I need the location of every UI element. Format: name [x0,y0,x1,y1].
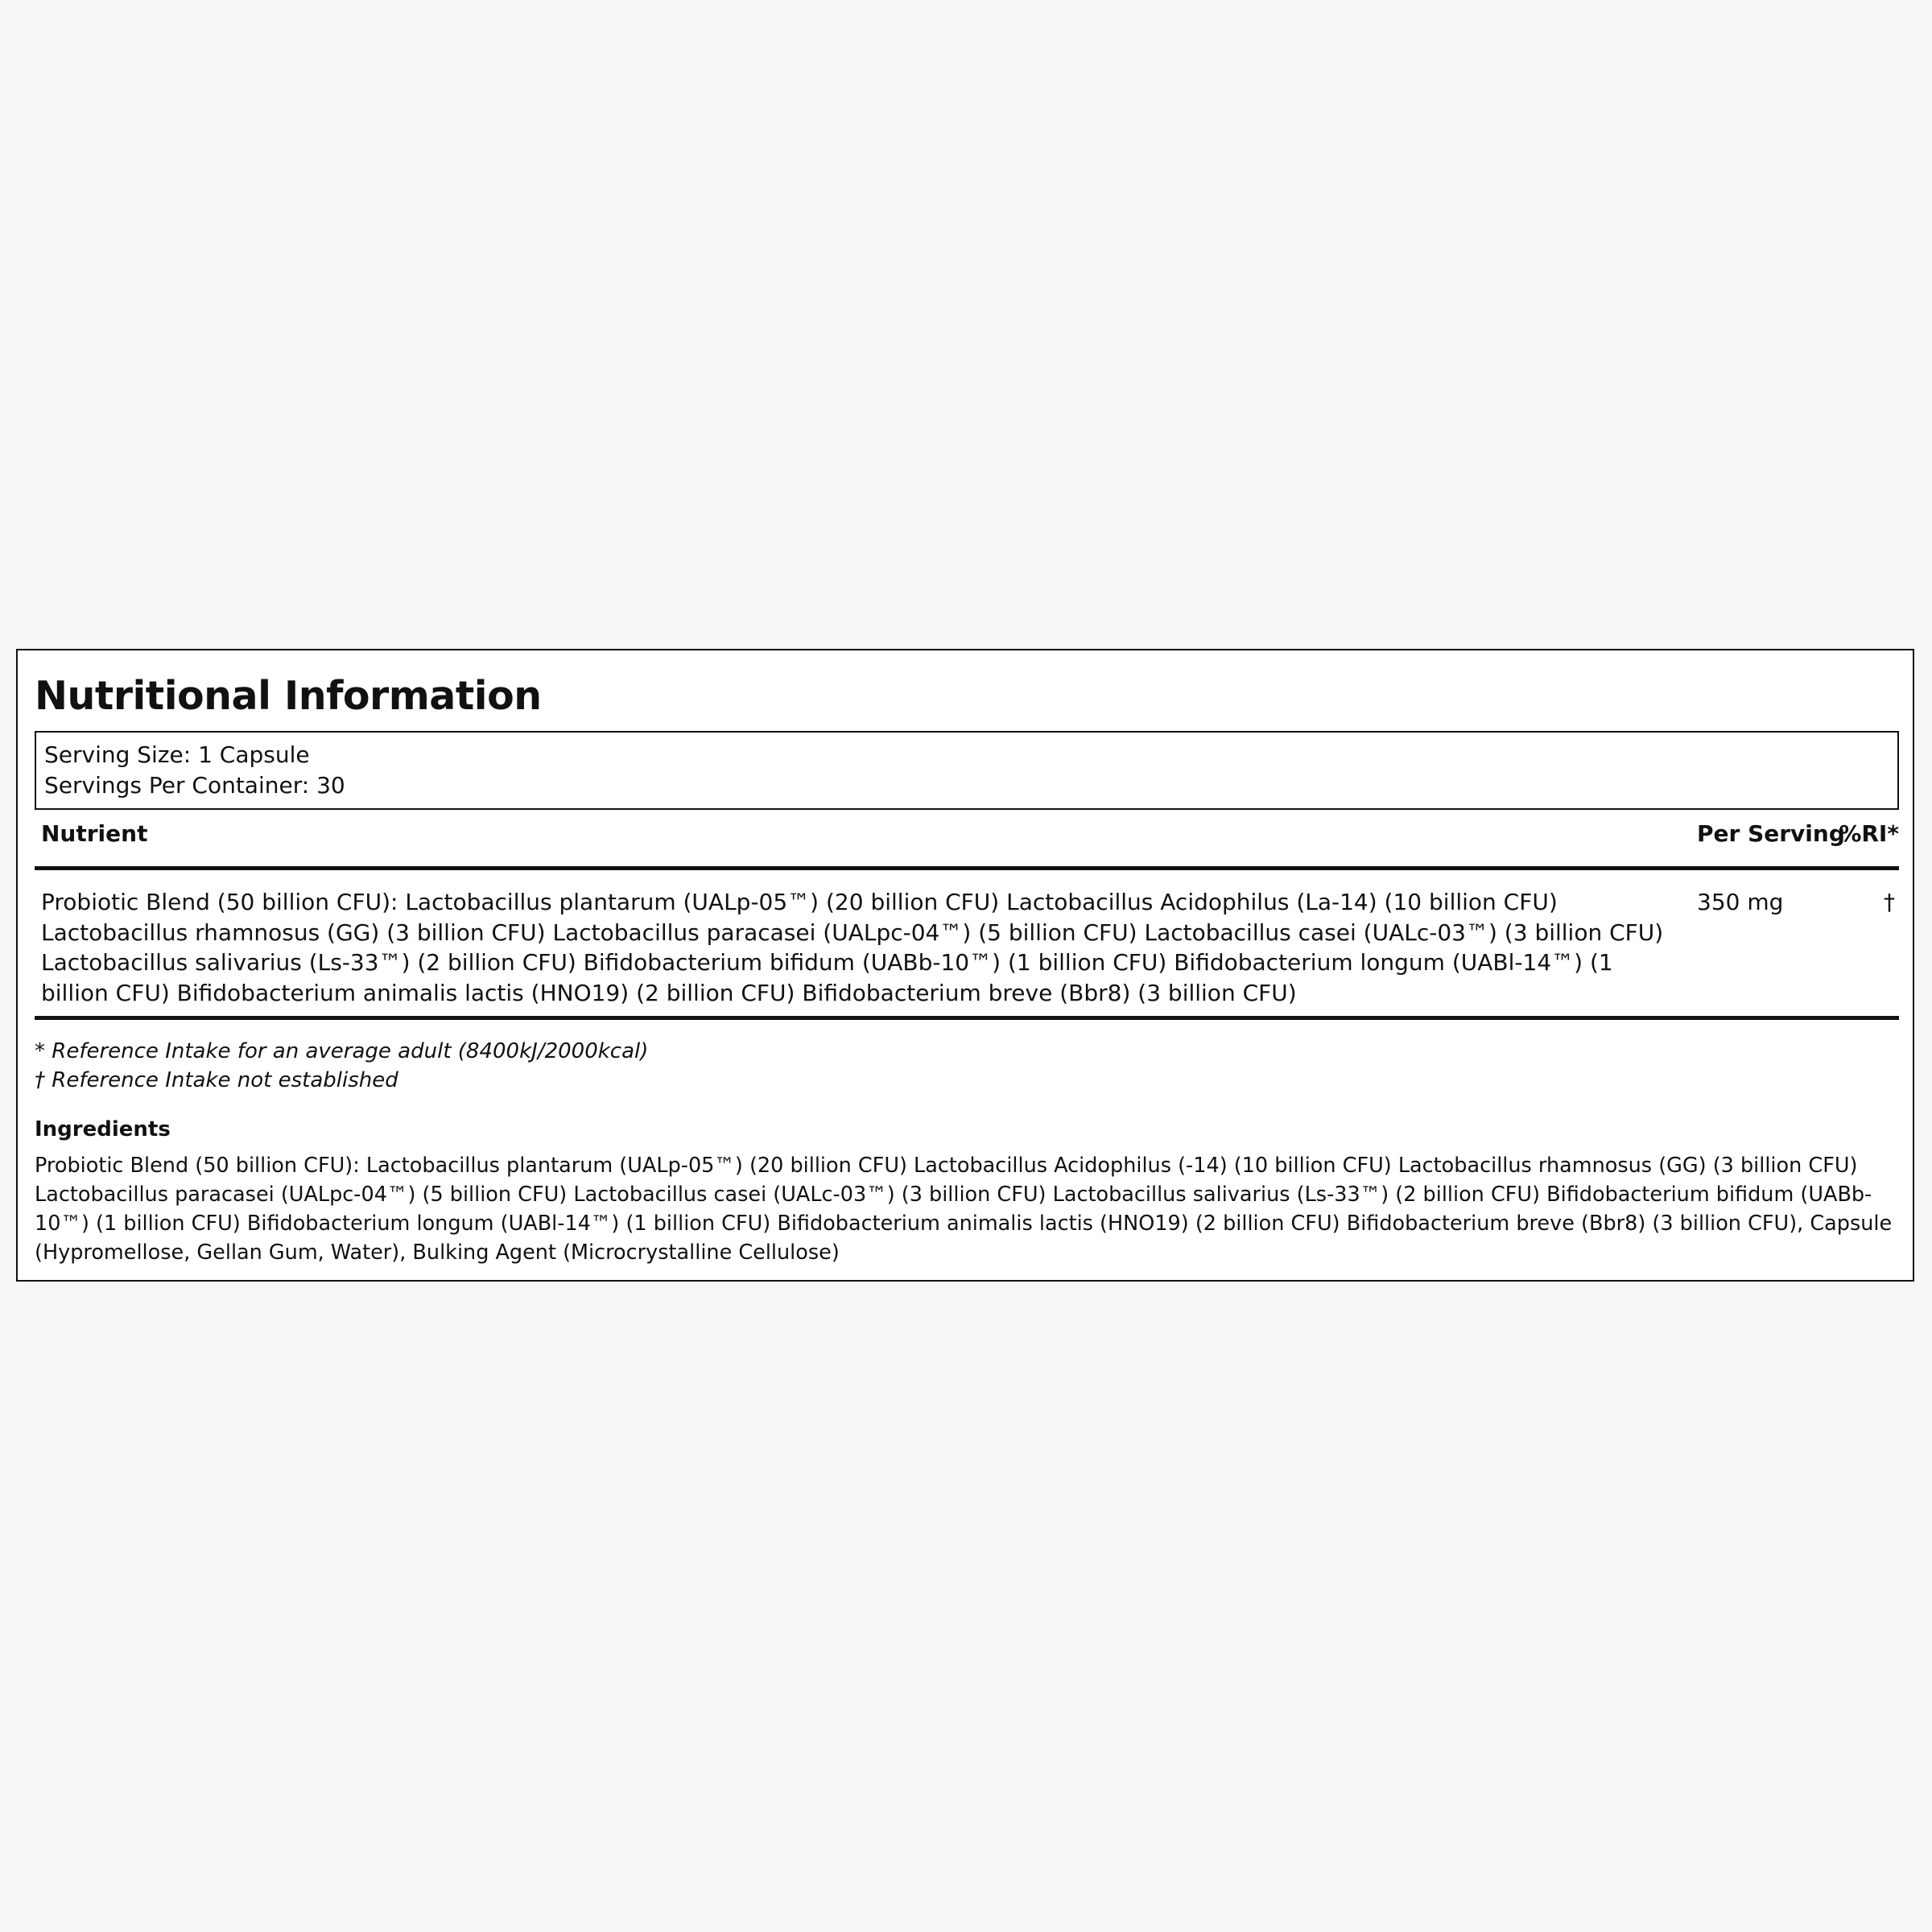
header-divider [35,866,1899,870]
panel-title: Nutritional Information [35,673,542,719]
table-bottom-divider [35,1016,1899,1020]
per-serving-value: 350 mg [1697,889,1784,915]
header-per-serving: Per Serving [1697,820,1845,847]
footnote-reference-intake: * Reference Intake for an average adult (8400kJ/2000kcal) [35,1039,649,1063]
serving-size: Serving Size: 1 Capsule [44,741,310,768]
ri-value: † [1884,889,1895,915]
header-nutrient: Nutrient [41,820,148,847]
footnote-not-established: † Reference Intake not established [35,1068,398,1092]
ingredients-heading: Ingredients [35,1117,171,1141]
servings-per-container: Servings Per Container: 30 [44,772,345,799]
footnotes [35,1037,648,1095]
nutrition-panel [16,649,1914,1282]
serving-info-box [35,731,1899,810]
ingredients-text: Probiotic Blend (50 billion CFU): Lactobacillus plantarum (UALp-05™) (20 billion CFU) Lactobacillus Acidophilus (-14) (10 billion CFU) Lactobacillus rhamnosus (GG) (3 billion CFU) Lactobacillus paracasei (UALpc-04™) (5 billion CFU) Lactobacillus casei (UALc-03™) (3 billion CFU) Lactobacillus salivarius (Ls-33™) (2 billion CFU) Bifidobacterium bifidum (UABb-10™) (1 billion CFU) Bifidobacterium longum (UABl-14™) (1 billion CFU) Bifidobacterium animalis lactis (HNO19) (2 billion CFU) Bifidobacterium breve (Bbr8) (3 billion CFU), Capsule (Hypromellose, Gellan Gum, Water), Bulking Agent (Microcrystalline Cellulose) [35,1154,1893,1265]
nutrient-name: Probiotic Blend (50 billion CFU): Lactobacillus plantarum (UALp-05™) (20 billion CFU) Lactobacillus Acidophilus (La-14) (10 billion CFU) Lactobacillus rhamnosus (GG) (3 billion CFU) Lactobacillus paracasei (UALpc-04™) (5 billion CFU) Lactobacillus casei (UALc-03™) (3 billion CFU) Lactobacillus salivarius (Ls-33™) (2 billion CFU) Bifidobacterium bifidum (UABb-10™) (1 billion CFU) Bifidobacterium longum (UABl-14™) (1 billion CFU) Bifidobacterium animalis lactis (HNO19) (2 billion CFU) Bifidobacterium breve (Bbr8) (3 billion CFU) [41,889,1664,1006]
header-ri: %RI* [1839,820,1899,847]
